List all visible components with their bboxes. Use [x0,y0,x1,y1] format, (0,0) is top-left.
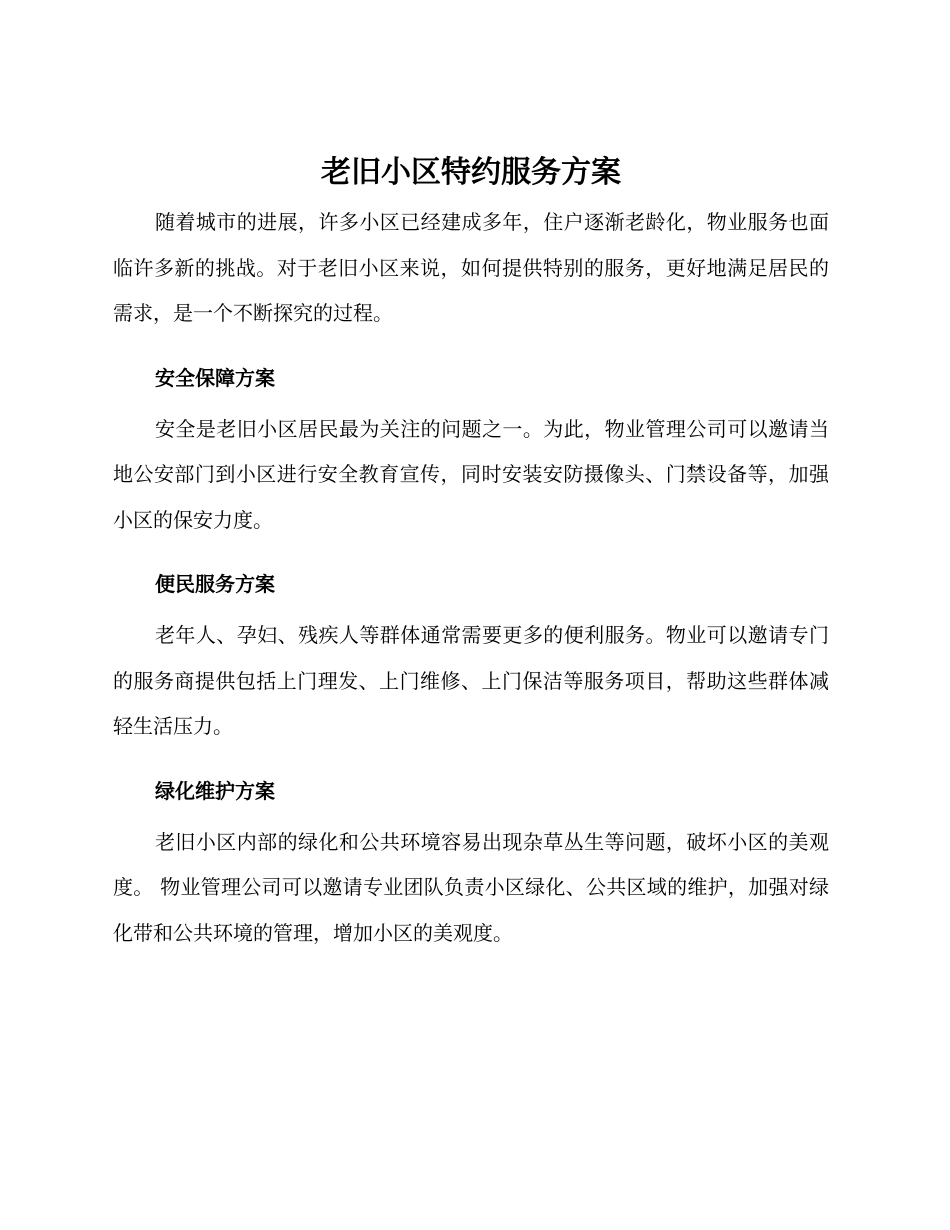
section-spacer [113,543,829,555]
section-heading-greening: 绿化维护方案 [155,778,275,803]
document-title: 老旧小区特约服务方案 [321,155,621,190]
intro-paragraph: 随着城市的进展，许多小区已经建成多年，住户逐渐老龄化，物业服务也面临许多新的挑战。对于老旧小区来说，如何提供特别的服务，更好地满足居民的需求，是一个不断探究的过程。 [113,210,829,325]
section-body-convenience: 老年人、孕妇、残疾人等群体通常需要更多的便利服务。物业可以邀请专门的服务商提供包括上门理发、上门维修、上门保洁等服务项目，帮助这些群体减轻生活压力。 [113,623,829,738]
document-body [113,146,829,956]
section-spacer [113,750,829,762]
section-heading-security: 安全保障方案 [155,365,275,390]
section-spacer [113,337,829,349]
section-body-security: 安全是老旧小区居民最为关注的问题之一。为此，物业管理公司可以邀请当地公安部门到小区进行安全教育宣传，同时安装安防摄像头、门禁设备等，加强小区的保安力度。 [113,416,829,532]
section-heading-convenience: 便民服务方案 [155,572,275,596]
section-body-greening: 老旧小区内部的绿化和公共环境容易出现杂草丛生等问题，破坏小区的美观度。 物业管理公司可以邀请专业团队负责小区绿化、公共区域的维护，加强对绿化带和公共环境的管理，增加小区的美观度。 [113,829,829,945]
